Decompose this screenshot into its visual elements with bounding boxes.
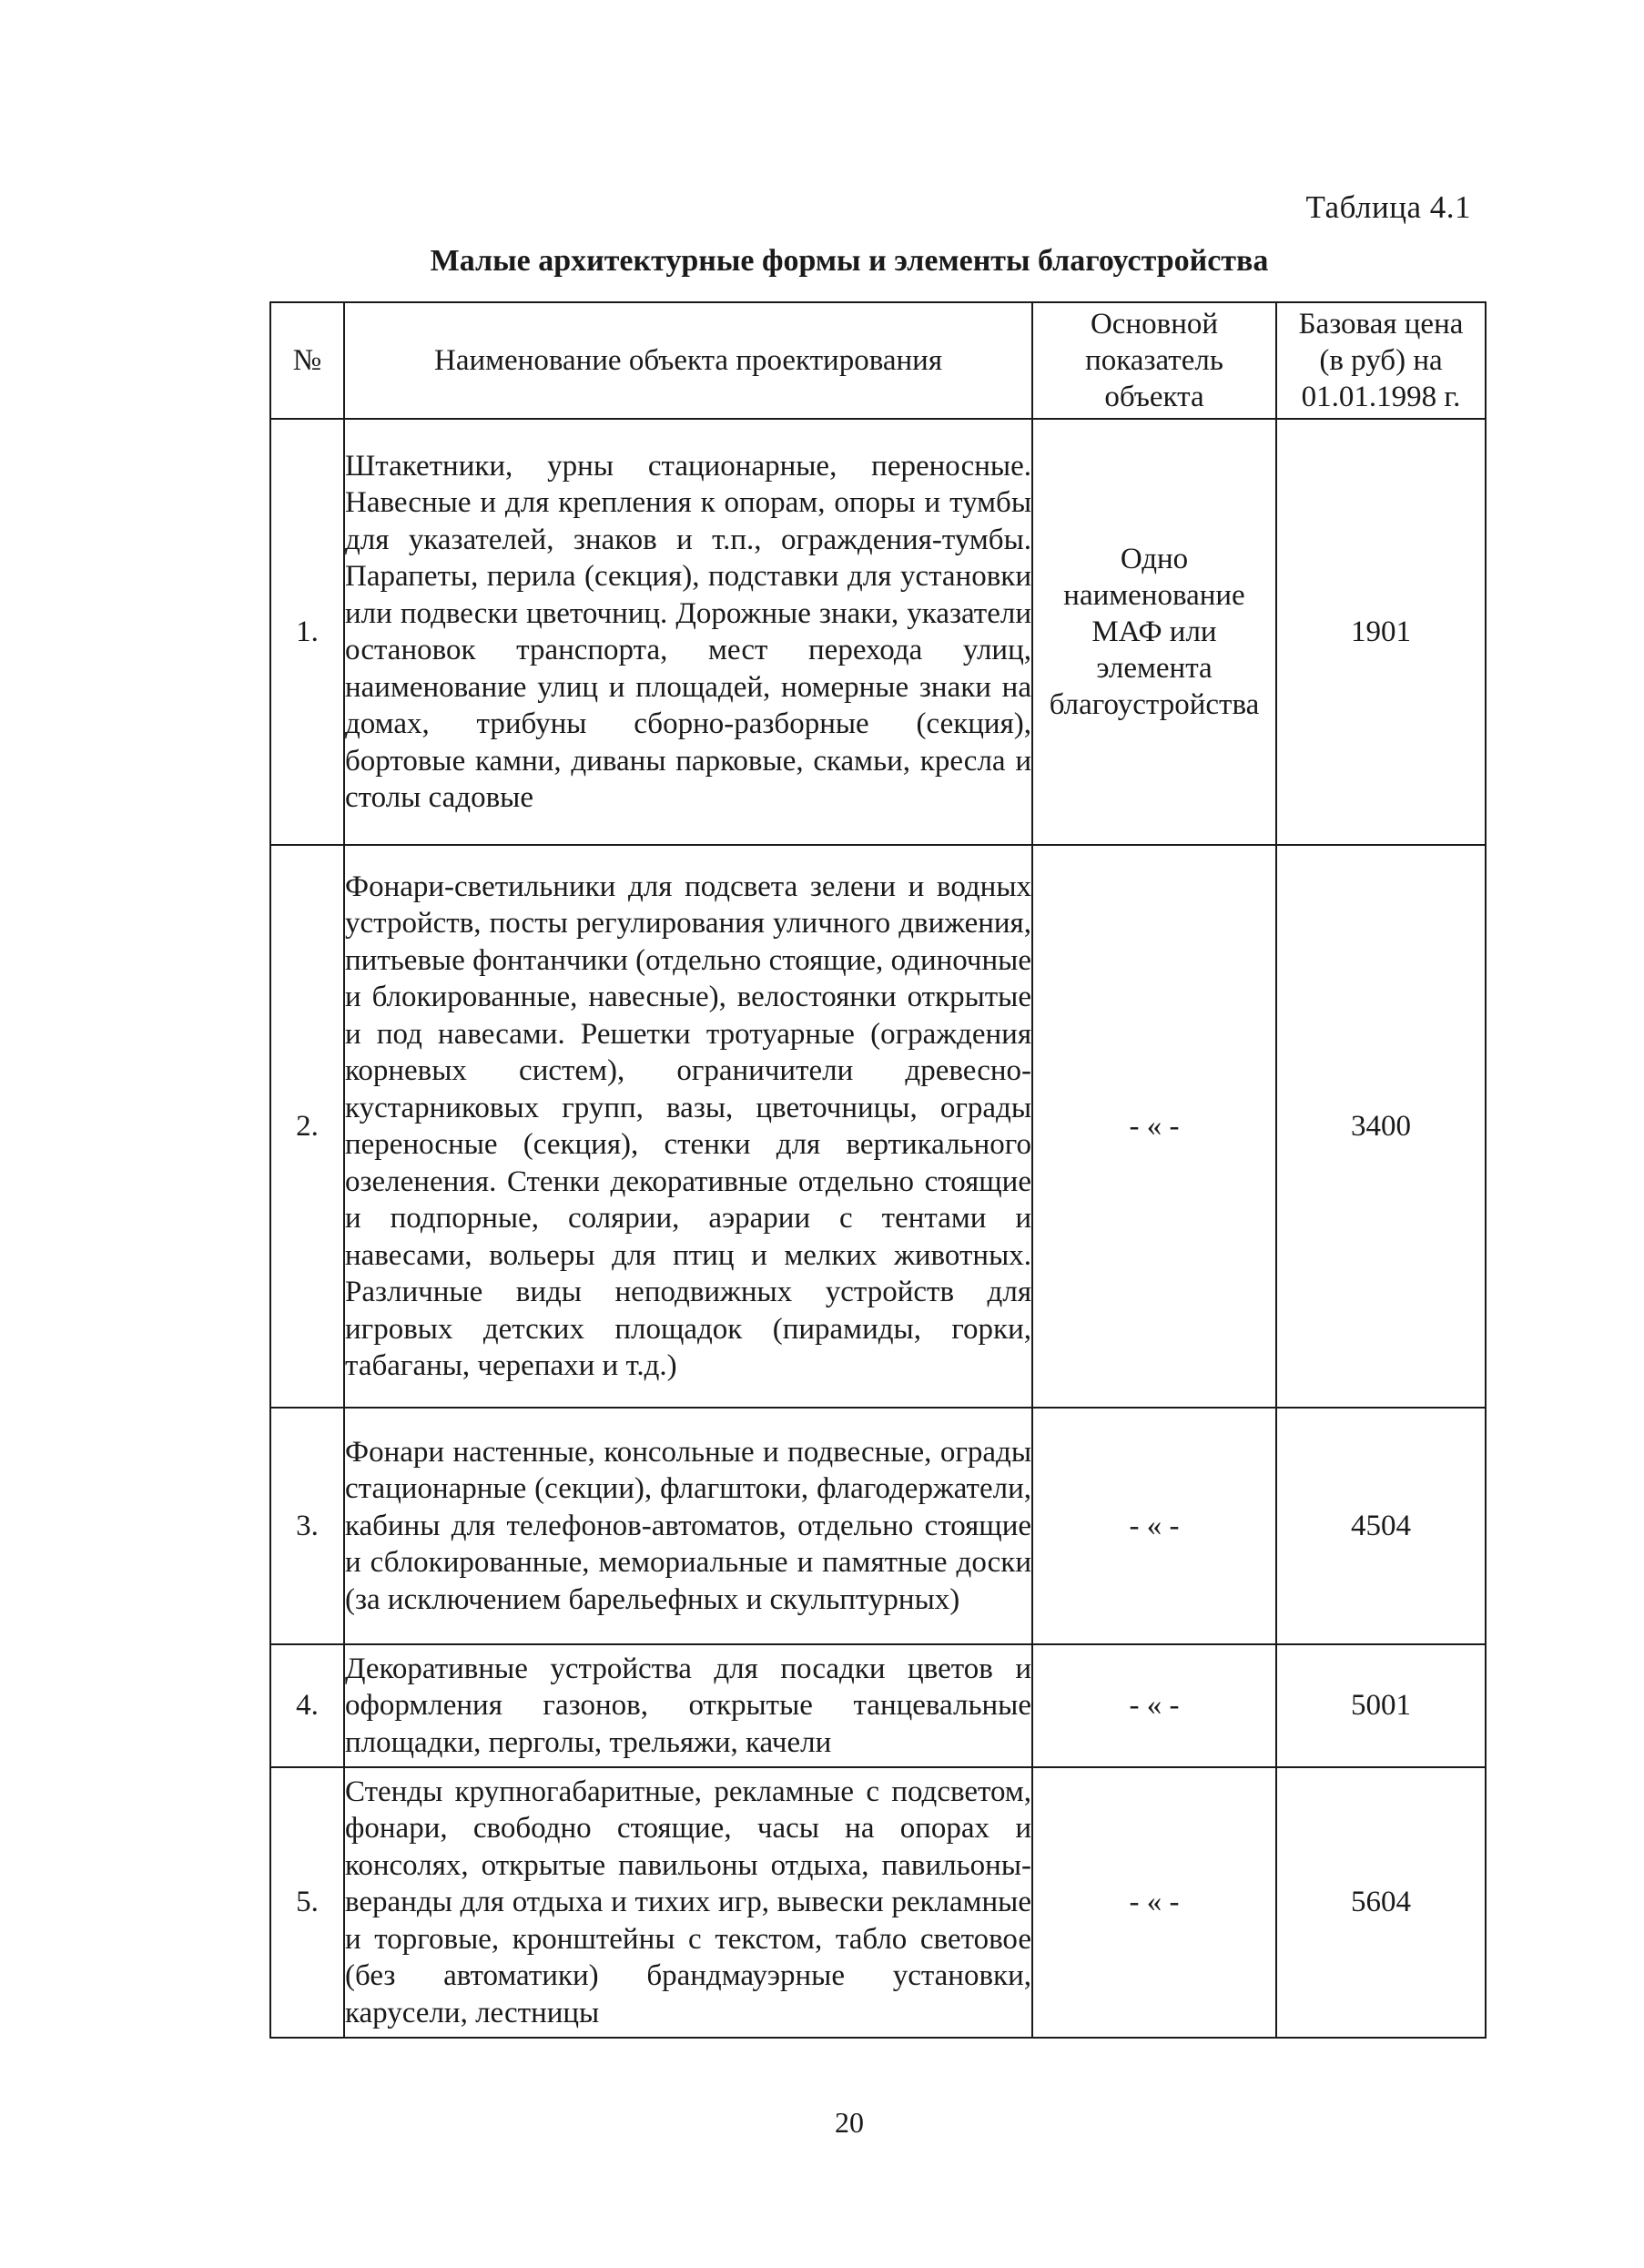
row-price: 1901 bbox=[1276, 419, 1486, 845]
row-price: 5001 bbox=[1276, 1644, 1486, 1767]
table-row bbox=[270, 845, 1486, 1408]
table-row bbox=[270, 1408, 1486, 1644]
row-price: 5604 bbox=[1276, 1767, 1486, 2038]
row-price: 4504 bbox=[1276, 1408, 1486, 1644]
header-name: Наименование объекта проектирования bbox=[344, 302, 1032, 419]
header-price-text: Базовая цена (в руб) на 01.01.1998 г. bbox=[1298, 308, 1464, 413]
row-number: 5. bbox=[270, 1767, 344, 2038]
row-number: 3. bbox=[270, 1408, 344, 1644]
row-name: Стенды крупногабаритные, рекламные с подсветом, фонари, свободно стоящие, часы на опорах и консолях, открытые павильоны отдыха, павильоны-веранды для отдыха и тихих игр, вывески рекламные и торговые, кронштейны с текстом, табло световое (без автоматики) брандмауэрные установки, карусели, лестницы bbox=[344, 1767, 1032, 2038]
row-number: 4. bbox=[270, 1644, 344, 1767]
table-header-row bbox=[270, 302, 1486, 419]
table-row bbox=[270, 1767, 1486, 2038]
row-indicator bbox=[1032, 419, 1276, 845]
row-indicator: - « - bbox=[1032, 1767, 1276, 2038]
row-name: Фонари-светильники для подсвета зелени и водных устройств, посты регулирования уличного движения, питьевые фонтанчики (отдельно стоящие, одиночные и блокированные, навесные), велостоянки открытые и под навесами. Решетки тротуарные (ограждения корневых систем), ограничители древесно-кустарниковых групп, вазы, цветочницы, ограды переносные (секция), стенки для вертикального озеленения. Стенки декоративные отдельно стоящие и подпорные, солярии, аэрарии с тентами и навесами, вольеры для птиц и мелких животных. Различные виды неподвижных устройств для игровых детских площадок (пирамиды, горки, табаганы, черепахи и т.д.) bbox=[344, 845, 1032, 1408]
header-indicator-text: Основной показатель объекта bbox=[1085, 308, 1223, 413]
table-row bbox=[270, 419, 1486, 845]
row-indicator-text: Одно наименование МАФ или элемента благоустройства bbox=[1049, 542, 1260, 721]
table-title: Малые архитектурные формы и элементы благоустройства bbox=[430, 244, 1269, 278]
row-price: 3400 bbox=[1276, 845, 1486, 1408]
row-number: 1. bbox=[270, 419, 344, 845]
page-number: 20 bbox=[835, 2106, 864, 2139]
table-caption: Таблица 4.1 bbox=[1305, 189, 1471, 225]
row-name: Штакетники, урны стационарные, переносные. Навесные и для крепления к опорам, опоры и тумбы для указателей, знаков и т.п., ограждения-тумбы. Парапеты, перила (секция), подставки для установки или подвески цветочниц. Дорожные знаки, указатели остановок транспорта, мест перехода улиц, наименование улиц и площадей, номерные знаки на домах, трибуны сборно-разборные (секция), бортовые камни, диваны парковые, скамьи, кресла и столы садовые bbox=[344, 419, 1032, 845]
header-number: № bbox=[270, 302, 344, 419]
data-table bbox=[269, 301, 1487, 2039]
header-indicator bbox=[1032, 302, 1276, 419]
row-indicator: - « - bbox=[1032, 845, 1276, 1408]
row-name: Фонари настенные, консольные и подвесные, ограды стационарные (секции), флагштоки, флагодержатели, кабины для телефонов-автоматов, отдельно стоящие и сблокированные, мемориальные и памятные доски (за исключением барельефных и скульптурных) bbox=[344, 1408, 1032, 1644]
row-number: 2. bbox=[270, 845, 344, 1408]
row-name: Декоративные устройства для посадки цветов и оформления газонов, открытые танцевальные площадки, перголы, трельяжи, качели bbox=[344, 1644, 1032, 1767]
row-indicator: - « - bbox=[1032, 1644, 1276, 1767]
row-indicator: - « - bbox=[1032, 1408, 1276, 1644]
table-row bbox=[270, 1644, 1486, 1767]
header-price bbox=[1276, 302, 1486, 419]
